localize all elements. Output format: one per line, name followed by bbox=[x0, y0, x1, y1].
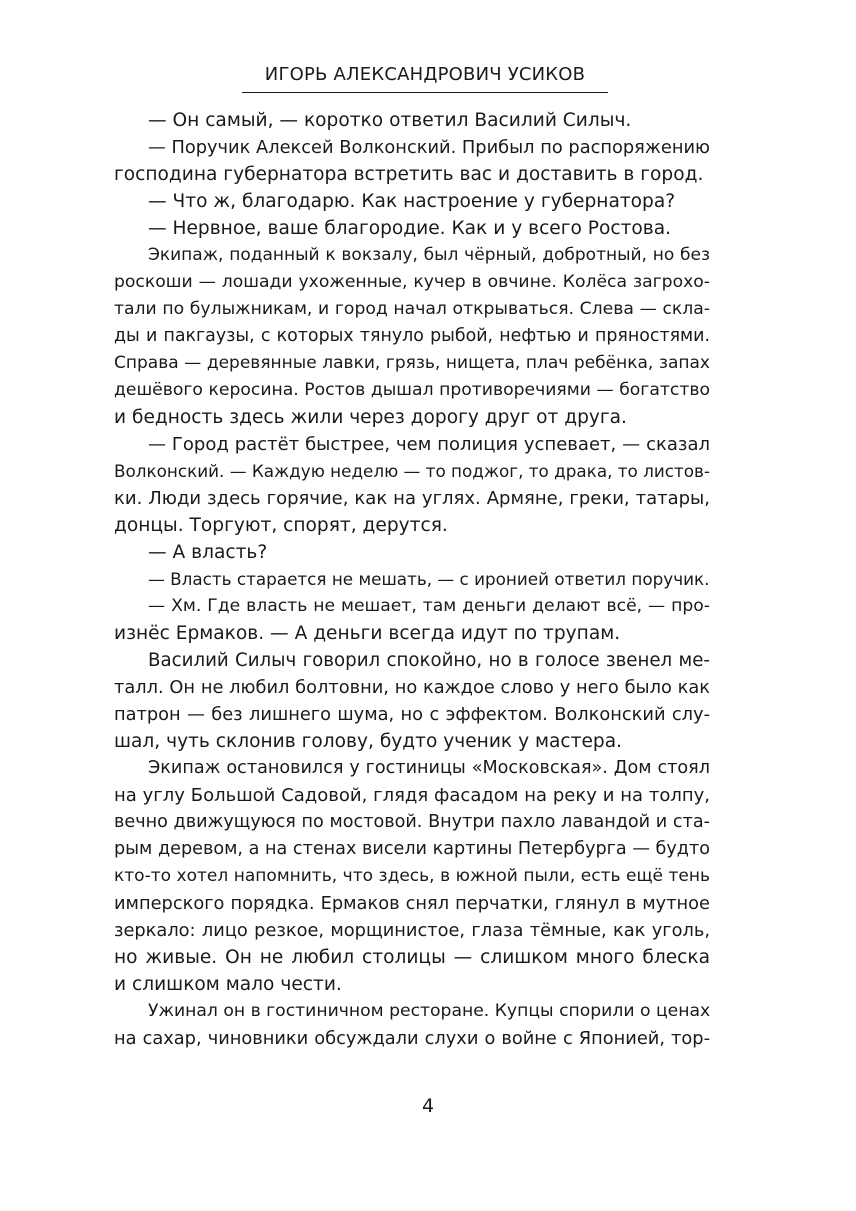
text-line: ды и пакгаузы, с которых тянуло рыбой, нефтью и пряностями. bbox=[114, 326, 710, 346]
text-line: — Он самый, — коротко ответил Василий Силыч. bbox=[148, 110, 632, 131]
text-line: роскоши — лошади ухоженные, кучер в овчине. Колёса загрохо- bbox=[114, 272, 710, 292]
text-line: талл. Он не любил болтовни, но каждое слово у него было как bbox=[114, 677, 710, 698]
text-line: Ужинал он в гостиничном ресторане. Купцы спорили о ценах bbox=[148, 1001, 710, 1021]
text-line: — Что ж, благодарю. Как настроение у губернатора? bbox=[148, 191, 676, 212]
text-line: донцы. Торгуют, спорят, дерутся. bbox=[114, 515, 448, 536]
text-line: зеркало: лицо резкое, морщинистое, глаза тёмные, как уголь, bbox=[114, 920, 710, 941]
running-title: ИГОРЬ АЛЕКСАНДРОВИЧ УСИКОВ bbox=[264, 64, 586, 85]
text-line: на сахар, чиновники обсуждали слухи о войне с Японией, тор- bbox=[114, 1028, 710, 1049]
text-line: шал, чуть склонив голову, будто ученик у мастера. bbox=[114, 731, 623, 752]
text-line: рым деревом, а на стенах висели картины Петербурга — будто bbox=[114, 839, 710, 859]
text-line: Экипаж остановился у гостиницы «Московская». Дом стоял bbox=[148, 758, 710, 778]
text-line: но живые. Он не любил столицы — слишком много блеска bbox=[114, 947, 710, 968]
text-line: вечно движущуюся по мостовой. Внутри пахло лавандой и ста- bbox=[114, 812, 710, 832]
text-line: изнёс Ермаков. — А деньги всегда идут по трупам. bbox=[114, 623, 621, 644]
body-text bbox=[114, 107, 710, 1052]
text-line: — Власть старается не мешать, — с иронией ответил поручик. bbox=[148, 569, 710, 589]
header-rule bbox=[242, 92, 608, 93]
text-line: на углу Большой Садовой, глядя фасадом на реку и на толпу, bbox=[114, 785, 710, 806]
text-line: тали по булыжникам, и город начал открываться. Слева — скла- bbox=[114, 299, 710, 319]
text-line: — А власть? bbox=[148, 542, 268, 563]
text-line: Василий Силыч говорил спокойно, но в голосе звенел ме- bbox=[148, 650, 710, 671]
text-line: и бедность здесь жили через дорогу друг от друга. bbox=[114, 407, 627, 428]
page-number: 4 bbox=[421, 1095, 435, 1117]
text-line: — Хм. Где власть не мешает, там деньги делают всё, — про- bbox=[148, 596, 710, 616]
text-line: ки. Люди здесь горячие, как на углях. Армяне, греки, татары, bbox=[114, 488, 710, 509]
text-line: кто-то хотел напомнить, что здесь, в южной пыли, есть ещё тень bbox=[114, 866, 710, 886]
text-line: Экипаж, поданный к вокзалу, был чёрный, добротный, но без bbox=[148, 245, 710, 265]
text-line: — Город растёт быстрее, чем полиция успевает, — сказал bbox=[148, 434, 710, 455]
text-line: и слишком мало чести. bbox=[114, 974, 342, 995]
text-line: имперского порядка. Ермаков снял перчатки, глянул в мутное bbox=[114, 893, 710, 914]
text-line: — Нервное, ваше благородие. Как и у всего Ростова. bbox=[148, 218, 672, 239]
text-line: патрон — без лишнего шума, но с эффектом. Волконский слу- bbox=[114, 704, 710, 725]
text-line: господина губернатора встретить вас и доставить в город. bbox=[114, 164, 704, 185]
text-line: — Поручик Алексей Волконский. Прибыл по распоряжению bbox=[148, 137, 710, 158]
text-line: Справа — деревянные лавки, грязь, нищета, плач ребёнка, запах bbox=[114, 353, 710, 373]
text-line: Волконский. — Каждую неделю — то поджог, то драка, то листов- bbox=[114, 461, 710, 481]
text-line: дешёвого керосина. Ростов дышал противоречиями — богатство bbox=[114, 380, 710, 400]
